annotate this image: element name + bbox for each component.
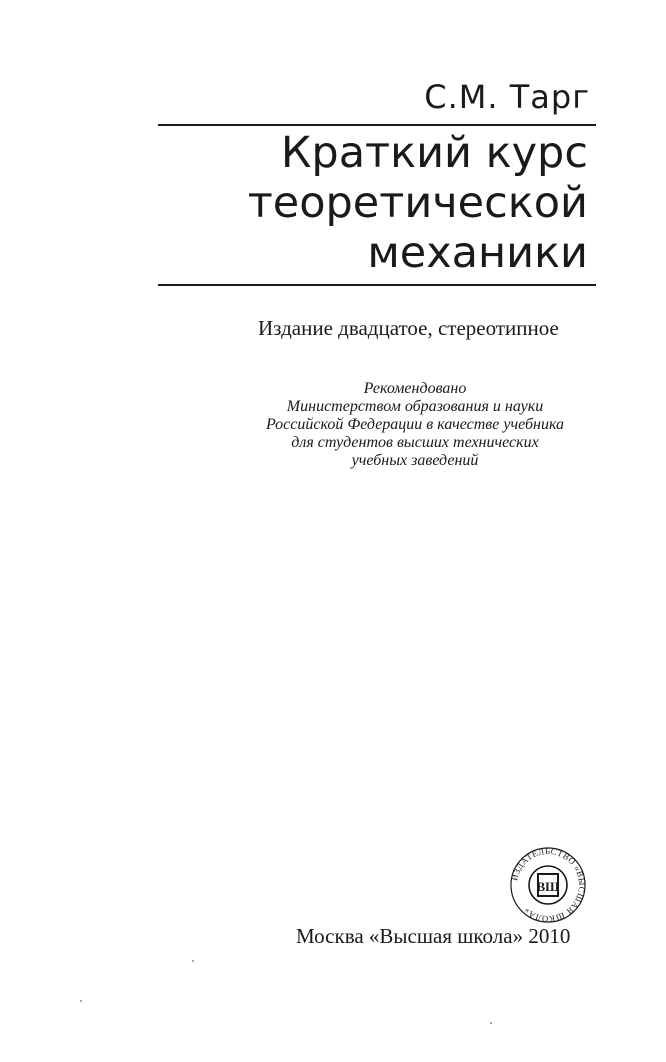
paper-speck xyxy=(490,1022,492,1024)
paper-speck xyxy=(192,960,194,962)
svg-text:ИЗДАТЕЛЬСТВО «ВЫСШАЯ ШКОЛА»: ИЗДАТЕЛЬСТВО «ВЫСШАЯ ШКОЛА» xyxy=(509,845,588,925)
publisher-monogram: ВШ xyxy=(536,879,560,894)
top-rule xyxy=(158,124,596,126)
imprint-line: Москва «Высшая школа» 2010 xyxy=(296,924,571,948)
recommendation-line-5: учебных заведений xyxy=(351,452,479,469)
recommendation-line-4: для студентов высших технических xyxy=(291,434,539,451)
paper-speck xyxy=(80,1000,82,1002)
book-title xyxy=(248,128,588,278)
edition-note: Издание двадцатое, стереотипное xyxy=(258,316,559,340)
author-name: С.М. Тарг xyxy=(424,78,590,116)
publisher-logo-icon xyxy=(508,845,588,925)
recommendation-line-3: Российской Федерации в качестве учебника xyxy=(265,416,565,433)
recommendation-line-2: Министерством образования и науки xyxy=(286,398,544,415)
title-line-1: Краткий курс xyxy=(280,128,588,178)
recommendation-line-1: Рекомендовано xyxy=(363,380,467,397)
bottom-rule xyxy=(158,284,596,286)
title-line-2: теоретической xyxy=(247,178,588,228)
title-line-3: механики xyxy=(367,228,588,278)
recommendation-block xyxy=(200,380,630,470)
